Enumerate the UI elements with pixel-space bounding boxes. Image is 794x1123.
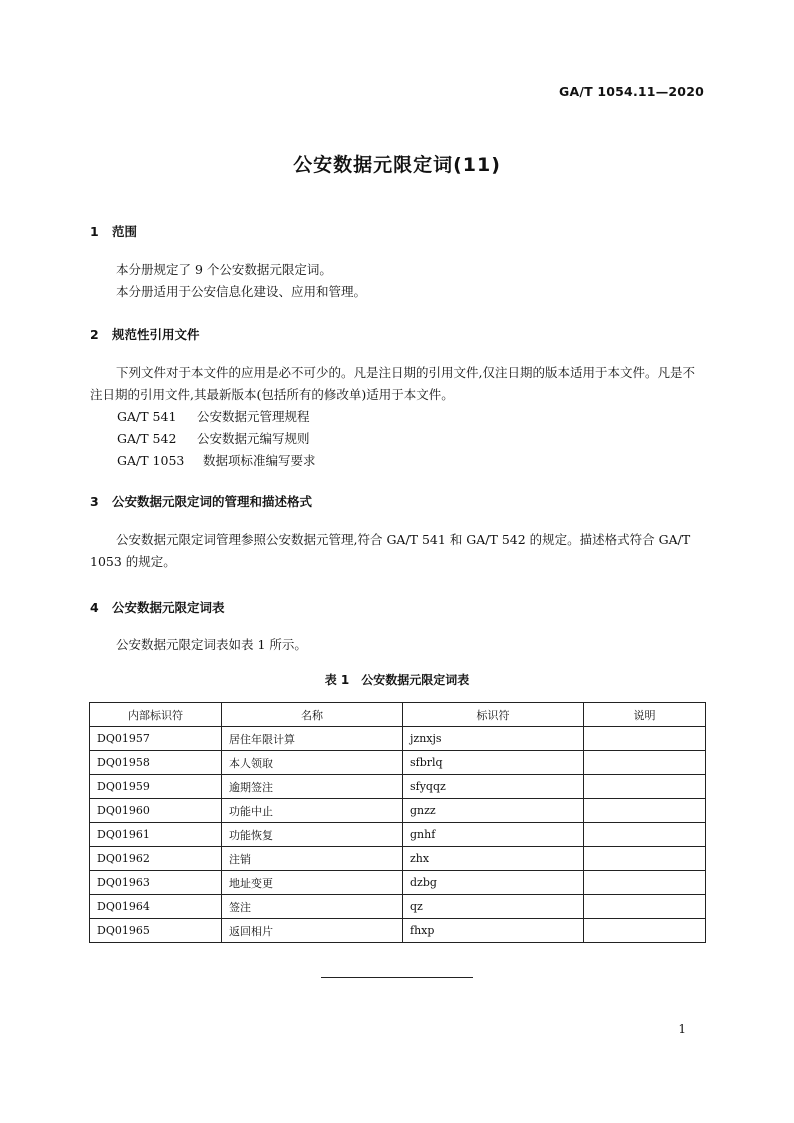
reference-code: GA/T 541 [117,409,177,424]
paragraph: 公安数据元限定词管理参照公安数据元管理,符合 GA/T 541 和 GA/T 542 的规定。描述格式符合 GA/T 1053 的规定。 [90,532,691,569]
table-row [90,895,706,919]
identifier-cell: fhxp [403,919,584,943]
table-row [90,751,706,775]
qualifier-table [89,702,706,943]
name-cell: 返回相片 [222,919,403,943]
internal-id-cell: DQ01963 [90,871,222,895]
identifier-cell: jznxjs [403,727,584,751]
page-number: 1 [678,1022,686,1036]
reference-title: 公安数据元编写规则 [197,431,310,446]
table-header-row [90,703,706,727]
internal-id-cell: DQ01957 [90,727,222,751]
name-cell: 本人领取 [222,751,403,775]
internal-id-cell: DQ01960 [90,799,222,823]
section-number: 2 [90,327,99,342]
note-cell [584,871,706,895]
section-number: 3 [90,494,99,509]
reference-item [117,429,310,447]
identifier-cell: qz [403,895,584,919]
identifier-cell: sfyqqz [403,775,584,799]
reference-title: 数据项标准编写要求 [203,453,316,468]
section-heading-management-format [90,492,312,510]
name-cell: 注销 [222,847,403,871]
identifier-cell: gnhf [403,823,584,847]
note-cell [584,847,706,871]
reference-code: GA/T 542 [117,431,177,446]
section-heading-scope [90,222,137,240]
note-cell [584,751,706,775]
standard-code: GA/T 1054.11—2020 [558,84,704,99]
table-row [90,775,706,799]
column-header: 内部标识符 [90,703,222,727]
name-cell: 逾期签注 [222,775,403,799]
table-row [90,847,706,871]
internal-id-cell: DQ01964 [90,895,222,919]
name-cell: 签注 [222,895,403,919]
section-number: 4 [90,600,99,615]
table-row [90,823,706,847]
reference-item [117,407,310,425]
table-row [90,799,706,823]
note-cell [584,895,706,919]
name-cell: 功能恢复 [222,823,403,847]
name-cell: 功能中止 [222,799,403,823]
internal-id-cell: DQ01962 [90,847,222,871]
table-row [90,871,706,895]
reference-code: GA/T 1053 [117,453,185,468]
identifier-cell: zhx [403,847,584,871]
paragraph: 下列文件对于本文件的应用是必不可少的。凡是注日期的引用文件,仅注日期的版本适用于本文件。凡是不注日期的引用文件,其最新版本(包括所有的修改单)适用于本文件。 [90,365,695,402]
section-title: 规范性引用文件 [112,327,200,342]
column-header: 说明 [584,703,706,727]
internal-id-cell: DQ01959 [90,775,222,799]
name-cell: 地址变更 [222,871,403,895]
identifier-cell: sfbrlq [403,751,584,775]
note-cell [584,727,706,751]
paragraph: 公安数据元限定词表如表 1 所示。 [116,637,307,652]
table-row [90,727,706,751]
table-row [90,919,706,943]
note-cell [584,919,706,943]
section-heading-qualifier-table [90,598,225,616]
reference-item [117,451,316,469]
note-cell [584,799,706,823]
column-header: 名称 [222,703,403,727]
table-caption: 表 1 公安数据元限定词表 [324,673,470,687]
internal-id-cell: DQ01965 [90,919,222,943]
document-title: 公安数据元限定词(11) [293,154,501,176]
internal-id-cell: DQ01961 [90,823,222,847]
paragraph: 本分册适用于公安信息化建设、应用和管理。 [116,284,367,299]
paragraph: 本分册规定了 9 个公安数据元限定词。 [116,262,332,277]
section-heading-normative-references [90,325,200,343]
section-number: 1 [90,224,99,239]
identifier-cell: dzbg [403,871,584,895]
section-title: 范围 [112,224,138,239]
note-cell [584,823,706,847]
end-of-document-line [321,977,473,978]
identifier-cell: gnzz [403,799,584,823]
note-cell [584,775,706,799]
internal-id-cell: DQ01958 [90,751,222,775]
section-title: 公安数据元限定词的管理和描述格式 [112,494,313,509]
name-cell: 居住年限计算 [222,727,403,751]
reference-title: 公安数据元管理规程 [197,409,310,424]
section-title: 公安数据元限定词表 [112,600,225,615]
column-header: 标识符 [403,703,584,727]
